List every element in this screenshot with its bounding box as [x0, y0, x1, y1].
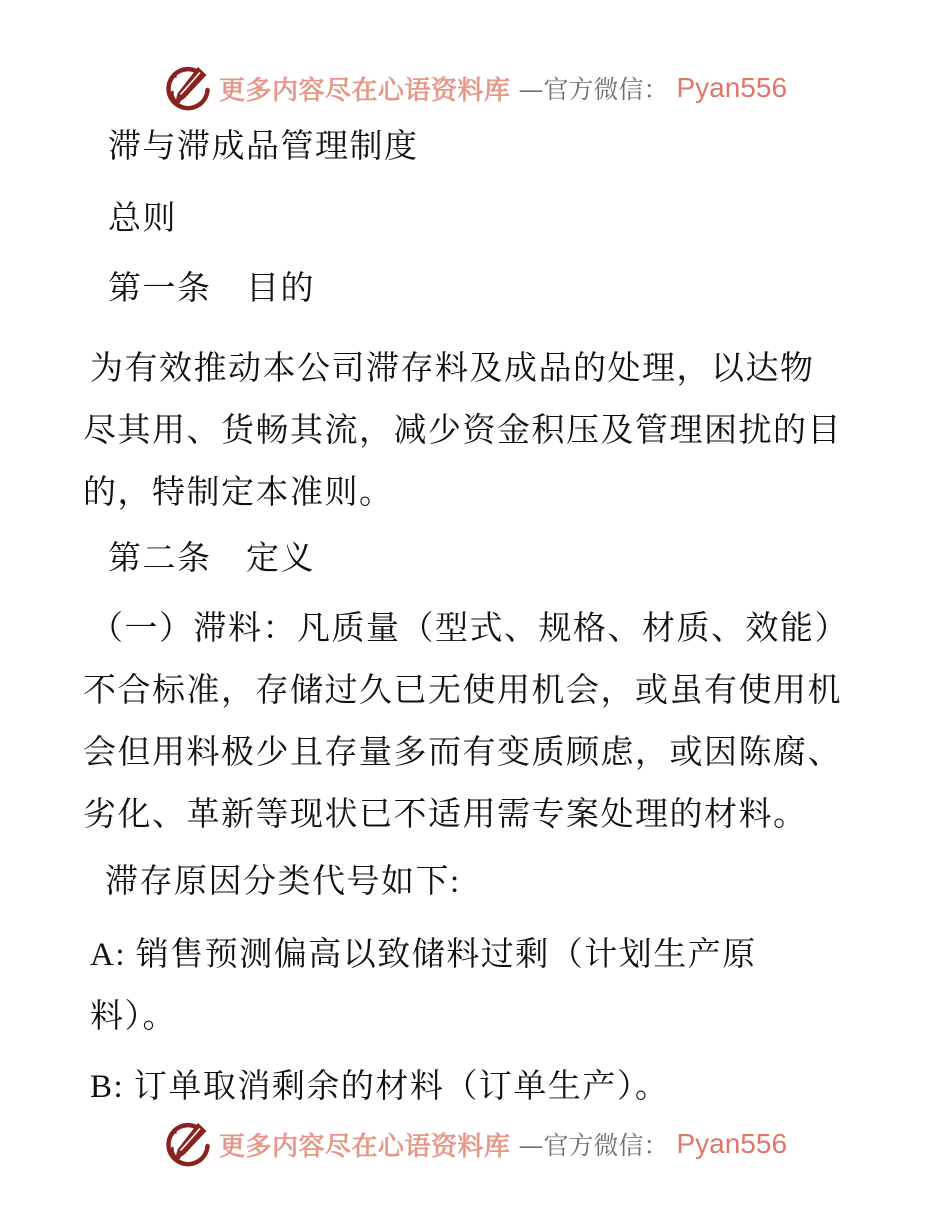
- reason-code-intro: [83, 851, 873, 913]
- article-1-paragraph: [83, 338, 873, 524]
- watermark-brand-text: 更多内容尽在心语资料库: [218, 1131, 511, 1161]
- paragraph-line: B: 订单取消剩余的材料（订单生产）。: [90, 1069, 670, 1105]
- article-2-heading: 第二条 定义: [108, 541, 315, 577]
- paragraph-line: 料）。: [90, 999, 177, 1035]
- watermark-wechat-label: —官方微信：: [518, 1131, 669, 1160]
- watermark-wechat-id: Pyan556: [676, 1128, 788, 1159]
- watermark-wechat-id: Pyan556: [676, 72, 788, 103]
- paragraph-line: 的，特制定本准则。: [83, 475, 394, 511]
- paragraph-line: （一）滞料：凡质量（型式、规格、材质、效能）: [90, 611, 849, 647]
- footer-watermark: [0, 1118, 950, 1170]
- pen-circle-logo-icon: [163, 1120, 211, 1168]
- paragraph-line: 不合标准，存储过久已无使用机会，或虽有使用机: [83, 673, 842, 709]
- pen-circle-logo-icon: [163, 64, 211, 112]
- paragraph-line: 滞存原因分类代号如下:: [105, 864, 461, 900]
- reason-code-a-paragraph: [83, 924, 873, 1048]
- paragraph-line: 劣化、革新等现状已不适用需专案处理的材料。: [83, 797, 808, 833]
- paragraph-line: 为有效推动本公司滞存料及成品的处理，以达物: [90, 351, 815, 387]
- chapter-heading: 总则: [108, 201, 177, 237]
- article-1-heading: 第一条 目的: [108, 271, 315, 307]
- header-watermark: [0, 62, 950, 114]
- reason-code-b-paragraph: [83, 1056, 873, 1118]
- article-2-item-1-paragraph: [83, 598, 873, 846]
- watermark-wechat-label: —官方微信：: [518, 75, 669, 104]
- paragraph-line: A: 销售预测偏高以致储料过剩（计划生产原: [90, 937, 757, 973]
- document-title: 滞与滞成品管理制度: [108, 129, 419, 165]
- paragraph-line: 尽其用、货畅其流，减少资金积压及管理困扰的目: [83, 413, 842, 449]
- watermark-brand-text: 更多内容尽在心语资料库: [218, 75, 511, 105]
- paragraph-line: 会但用料极少且存量多而有变质顾虑，或因陈腐、: [83, 735, 842, 771]
